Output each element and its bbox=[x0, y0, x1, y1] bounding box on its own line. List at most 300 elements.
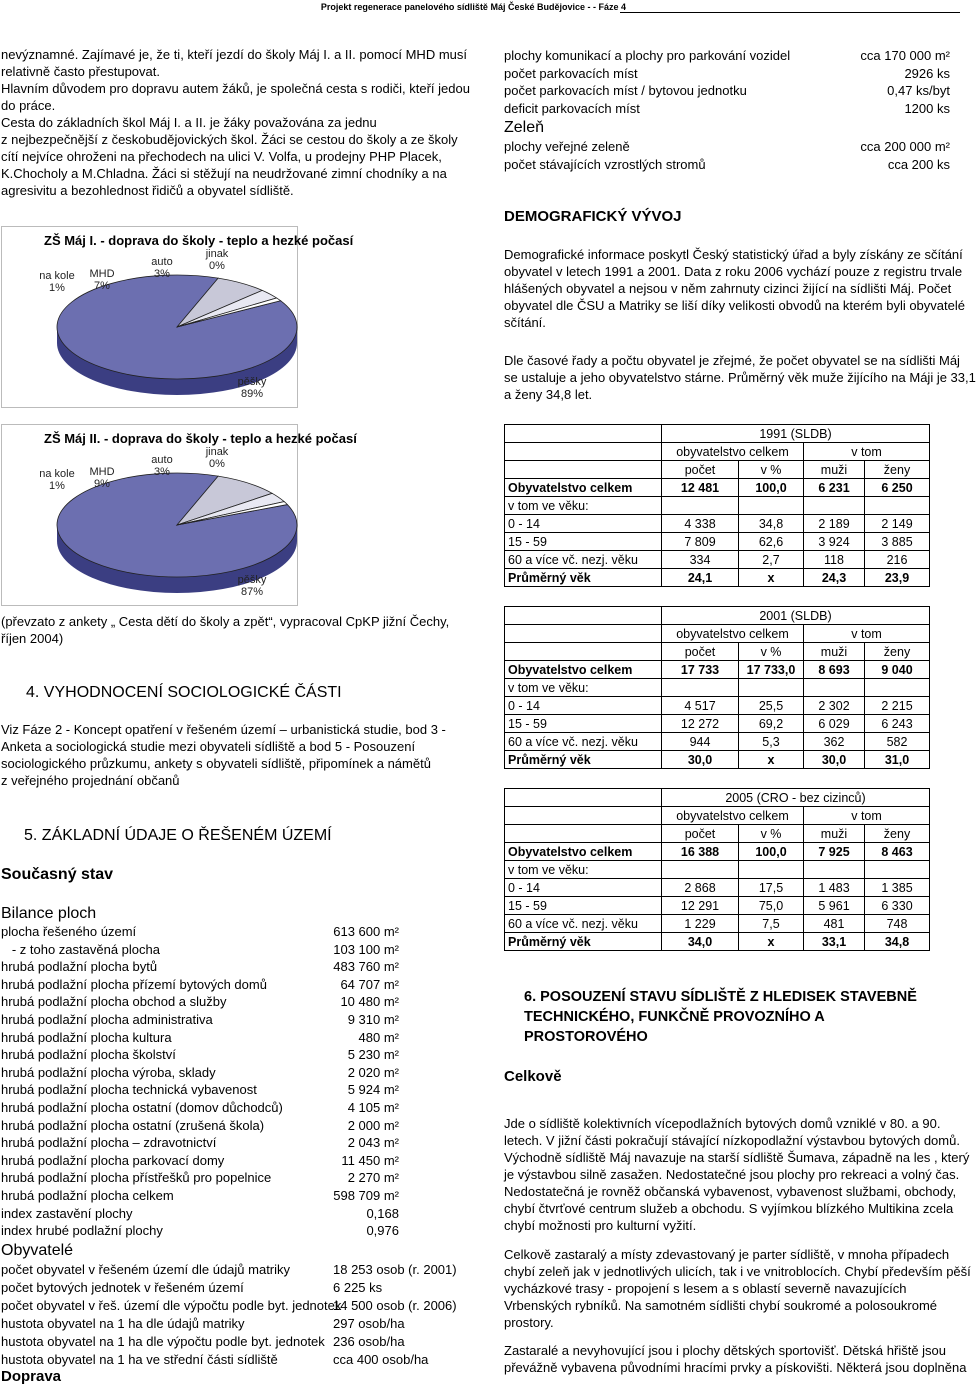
table-cell: ženy bbox=[865, 825, 930, 843]
kv-label: hrubá podlažní plocha bytů bbox=[1, 959, 158, 975]
kv-row bbox=[504, 138, 960, 155]
table-cell: obyvatelstvo celkem bbox=[662, 443, 804, 461]
text-line: Jde o sídliště kolektivních vícepodlažních bytových domů vzniklé v 80. a 90. bbox=[504, 1116, 941, 1131]
pie-label: pěšky 87% bbox=[237, 574, 267, 598]
table-row bbox=[505, 789, 930, 807]
table-cell: v % bbox=[739, 825, 804, 843]
kv-row bbox=[1, 1064, 471, 1081]
table-cell: 25,5 bbox=[739, 697, 804, 715]
text-line: prostory. bbox=[504, 1315, 554, 1330]
table-cell: 24,3 bbox=[804, 569, 865, 587]
source-note bbox=[1, 613, 471, 647]
text-line: sociologického průzkumu, ankety s obyvateli sídliště, připomínek a námětů bbox=[1, 756, 431, 771]
parking-list bbox=[504, 47, 960, 117]
table-cell: v tom bbox=[804, 625, 930, 643]
text-line: Vrbenských rybníků. Na samotném sídlišti chybí soukromé a polosoukromé bbox=[504, 1298, 938, 1313]
table-cell: 12 481 bbox=[662, 479, 739, 497]
kv-value: 613 600 m² bbox=[333, 924, 399, 939]
kv-label: počet parkovacích míst / bytovou jednotku bbox=[504, 83, 747, 99]
kv-label: hrubá podlažní plocha kultura bbox=[1, 1029, 172, 1045]
table-row bbox=[505, 497, 930, 515]
kv-value: 9 310 m² bbox=[347, 1012, 399, 1027]
table-cell: 30,0 bbox=[662, 751, 739, 769]
table-cell: Obyvatelstvo celkem bbox=[505, 661, 662, 679]
demo-paragraph-2 bbox=[504, 352, 976, 403]
table-cell: 118 bbox=[804, 551, 865, 569]
table-cell: 2 189 bbox=[804, 515, 865, 533]
table-cell bbox=[804, 861, 865, 879]
kv-value: 2 270 m² bbox=[347, 1170, 399, 1186]
table-cell: 1 385 bbox=[865, 879, 930, 897]
table-cell: 2 149 bbox=[865, 515, 930, 533]
text-line: Demografické informace poskytl Český statistický úřad a byly získány ze sčítání bbox=[504, 247, 963, 262]
kv-value: cca 400 osob/ha bbox=[333, 1351, 429, 1367]
kv-label: hrubá podlažní plocha přístřešků pro popelnice bbox=[1, 1170, 272, 1186]
kv-row bbox=[1, 941, 471, 958]
section-4-title: 4. VYHODNOCENÍ SOCIOLOGICKÉ ČÁSTI bbox=[26, 684, 342, 701]
table-row bbox=[505, 607, 930, 625]
pie-label: auto 3% bbox=[151, 454, 173, 478]
table-row bbox=[505, 861, 930, 879]
kv-value: 6 225 ks bbox=[333, 1279, 383, 1295]
table-cell: 6 029 bbox=[804, 715, 865, 733]
table-row bbox=[505, 643, 930, 661]
kv-row bbox=[1, 1117, 471, 1134]
kv-row bbox=[1, 1011, 471, 1028]
kv-row bbox=[1, 1351, 481, 1368]
table-cell: x bbox=[739, 569, 804, 587]
table-cell: 4 338 bbox=[662, 515, 739, 533]
doprava-heading: Doprava bbox=[1, 1368, 62, 1385]
text-line: Východně sídliště Máj navazuje na starší sídliště Šumava, západně na les , který bbox=[504, 1150, 970, 1165]
text-line: obyvatel dle ČSU a Matriky se liší díky velikosti obvodů na kterém byli obyvatelé bbox=[504, 298, 965, 313]
table-row bbox=[505, 879, 930, 897]
table-row bbox=[505, 515, 930, 533]
text-line: z veřejného projednání občanů bbox=[1, 773, 180, 788]
kv-label: plochy komunikací a plochy pro parkování vozidel bbox=[504, 48, 791, 63]
intro-text bbox=[1, 46, 471, 199]
kv-value: 2 043 m² bbox=[347, 1135, 399, 1151]
kv-value: 0,168 bbox=[366, 1205, 399, 1221]
table-cell bbox=[865, 497, 930, 515]
table-cell bbox=[804, 679, 865, 697]
kv-value: 2 000 m² bbox=[347, 1117, 399, 1133]
kv-row bbox=[1, 1081, 471, 1098]
kv-row bbox=[1, 976, 471, 993]
celkove-paragraph-1 bbox=[504, 1115, 970, 1234]
table-cell: v tom bbox=[804, 443, 930, 461]
table-cell: Průměrný věk bbox=[505, 751, 662, 769]
table-cell: 34,0 bbox=[662, 933, 739, 951]
kv-value: cca 170 000 m² bbox=[860, 48, 950, 63]
zelen-heading: Zeleň bbox=[504, 119, 545, 136]
table-cell: 5 961 bbox=[804, 897, 865, 915]
table-cell bbox=[505, 825, 662, 843]
kv-value: cca 200 ks bbox=[887, 156, 950, 172]
table-cell: 944 bbox=[662, 733, 739, 751]
table-cell bbox=[865, 861, 930, 879]
text-line: říjen 2004) bbox=[1, 631, 64, 646]
kv-label: počet bytových jednotek v řešeném území bbox=[1, 1279, 244, 1295]
table-row bbox=[505, 661, 930, 679]
zelen-list bbox=[504, 138, 960, 174]
celkove-paragraph-2 bbox=[504, 1246, 971, 1331]
table-cell: 75,0 bbox=[739, 897, 804, 915]
pie-label: jinak 0% bbox=[205, 446, 229, 470]
kv-row bbox=[1, 1205, 471, 1222]
kv-row bbox=[1, 1222, 471, 1239]
text-line: K.Chocholy a M.Chladna. Žáci si stěžují na neudržované zimní chodníky a na bbox=[1, 166, 447, 181]
section-6-title bbox=[524, 987, 917, 1047]
table-cell bbox=[505, 443, 662, 461]
text-line: Cesta do základních škol Máj I. a II. je žáky považována za jednu bbox=[1, 115, 377, 130]
table-row bbox=[505, 697, 930, 715]
table-cell: obyvatelstvo celkem bbox=[662, 625, 804, 643]
kv-label: počet parkovacích míst bbox=[504, 65, 638, 81]
text-line: chybí čtvrťové centrum služeb a obchodu. S vyjímkou blízkého Multikina zcela bbox=[504, 1201, 954, 1216]
kv-row bbox=[1, 1261, 481, 1278]
table-cell: 7 809 bbox=[662, 533, 739, 551]
table-cell bbox=[505, 607, 662, 625]
pie-chart-maj-2 bbox=[1, 424, 357, 606]
table-cell: x bbox=[739, 751, 804, 769]
kv-label: index hrubé podlažní plochy bbox=[1, 1223, 163, 1239]
table-cell: v tom ve věku: bbox=[505, 497, 662, 515]
table-cell: 33,1 bbox=[804, 933, 865, 951]
kv-value: 11 450 m² bbox=[341, 1152, 399, 1168]
text-line: relativně často přestupovat. bbox=[1, 64, 160, 79]
table-cell: x bbox=[739, 933, 804, 951]
table-cell bbox=[865, 679, 930, 697]
kv-value: 598 709 m² bbox=[333, 1188, 399, 1203]
table-cell: 15 - 59 bbox=[505, 533, 662, 551]
kv-label: hrubá podlažní plocha přízemí bytových domů bbox=[1, 976, 267, 992]
table-cell bbox=[739, 861, 804, 879]
kv-row bbox=[1, 1187, 471, 1204]
table-cell: 6 250 bbox=[865, 479, 930, 497]
table-cell: 34,8 bbox=[739, 515, 804, 533]
table-row bbox=[505, 425, 930, 443]
table-row bbox=[505, 843, 930, 861]
kv-value: 2926 ks bbox=[904, 65, 950, 81]
chart-title: ZŠ Máj I. - doprava do školy - teplo a hezké počasí bbox=[44, 233, 354, 248]
text-line: obyvatel v letech 1991 a 2001. Data z roku 2006 vychází pouze z registru trvale bbox=[504, 264, 963, 279]
celkove-heading: Celkově bbox=[504, 1068, 562, 1085]
table-cell: 2001 (SLDB) bbox=[662, 607, 930, 625]
kv-value: 0,976 bbox=[366, 1223, 399, 1239]
table-cell: 1991 (SLDB) bbox=[662, 425, 930, 443]
table-cell bbox=[662, 861, 739, 879]
table-row bbox=[505, 679, 930, 697]
kv-label: hrubá podlažní plocha technická vybavenost bbox=[1, 1082, 257, 1098]
table-row bbox=[505, 461, 930, 479]
kv-label: počet obyvatel v řeš. území dle výpočtu podle byt. jednotek bbox=[1, 1297, 342, 1313]
kv-row bbox=[1, 1046, 471, 1063]
kv-value: 18 253 osob (r. 2001) bbox=[333, 1262, 457, 1277]
kv-row bbox=[504, 82, 960, 99]
bilance-list bbox=[1, 923, 471, 1243]
table-cell: 0 - 14 bbox=[505, 879, 662, 897]
table-cell: 362 bbox=[804, 733, 865, 751]
text-line: chybí zeleň jak v jednotlivých ulicích, tak i ve vnitroblocích. Chybí především pěší bbox=[504, 1264, 971, 1279]
table-cell: 748 bbox=[865, 915, 930, 933]
table-cell: muži bbox=[804, 461, 865, 479]
table-cell: 2,7 bbox=[739, 551, 804, 569]
table-cell: v tom ve věku: bbox=[505, 679, 662, 697]
kv-value: 5 924 m² bbox=[347, 1082, 399, 1098]
kv-label: index zastavění plochy bbox=[1, 1205, 133, 1221]
pie-chart-maj-1 bbox=[1, 226, 354, 408]
chart-title: ZŠ Máj II. - doprava do školy - teplo a hezké počasí bbox=[44, 431, 357, 446]
table-cell: 3 924 bbox=[804, 533, 865, 551]
table-cell: Obyvatelstvo celkem bbox=[505, 843, 662, 861]
table-cell: 7 925 bbox=[804, 843, 865, 861]
table-cell: 100,0 bbox=[739, 843, 804, 861]
table-cell: 2 215 bbox=[865, 697, 930, 715]
table-cell: v tom bbox=[804, 807, 930, 825]
text-line: hlášených obyvatel a nejsou v něm zahrnuty cizinci žijící na sídlišti Máj. Počet bbox=[504, 281, 952, 296]
kv-label: hrubá podlažní plocha školství bbox=[1, 1047, 176, 1063]
table-cell bbox=[662, 679, 739, 697]
kv-value: 64 707 m² bbox=[340, 976, 399, 992]
table-cell: 60 a více vč. nezj. věku bbox=[505, 915, 662, 933]
table-cell: 216 bbox=[865, 551, 930, 569]
obyvatele-heading: Obyvatelé bbox=[1, 1242, 74, 1259]
table-row bbox=[505, 443, 930, 461]
table-cell: 582 bbox=[865, 733, 930, 751]
kv-label: hrubá podlažní plocha administrativa bbox=[1, 1012, 213, 1027]
table-cell: v % bbox=[739, 461, 804, 479]
kv-value: 2 020 m² bbox=[347, 1064, 399, 1080]
table-row bbox=[505, 807, 930, 825]
kv-row bbox=[1, 1279, 481, 1296]
population-table-2 bbox=[504, 788, 930, 951]
text-line: Dle časové řady a počtu obyvatel je zřejmé, že počet obyvatel se na sídlišti Máj bbox=[504, 353, 960, 368]
table-row bbox=[505, 733, 930, 751]
text-line: chybí možnosti pro kulturní vyžití. bbox=[504, 1218, 697, 1233]
table-cell: 100,0 bbox=[739, 479, 804, 497]
table-cell: 2 302 bbox=[804, 697, 865, 715]
kv-label: hustota obyvatel na 1 ha ve střední části sídliště bbox=[1, 1351, 278, 1367]
kv-label: hrubá podlažní plocha ostatní (zrušená škola) bbox=[1, 1117, 265, 1133]
kv-row bbox=[1, 1134, 471, 1151]
table-cell: 3 885 bbox=[865, 533, 930, 551]
kv-value: 480 m² bbox=[358, 1029, 399, 1045]
kv-label: hrubá podlažní plocha ostatní (domov důchodců) bbox=[1, 1100, 283, 1115]
table-cell: 34,8 bbox=[865, 933, 930, 951]
table-cell: 0 - 14 bbox=[505, 697, 662, 715]
table-cell bbox=[505, 625, 662, 643]
header-rule bbox=[620, 12, 960, 13]
bilance-heading: Bilance ploch bbox=[1, 905, 97, 922]
table-cell: počet bbox=[662, 825, 739, 843]
population-table-0 bbox=[504, 424, 930, 587]
table-cell: 62,6 bbox=[739, 533, 804, 551]
table-cell bbox=[505, 425, 662, 443]
kv-row bbox=[1, 1152, 471, 1169]
table-cell: Průměrný věk bbox=[505, 933, 662, 951]
table-cell: 17,5 bbox=[739, 879, 804, 897]
kv-label: plochy veřejné zeleně bbox=[504, 139, 630, 154]
table-cell: 9 040 bbox=[865, 661, 930, 679]
text-line: (převzato z ankety „ Cesta dětí do školy a zpět“, vypracoval CpKP jižní Čechy, bbox=[1, 614, 450, 629]
section-6-title-line: TECHNICKÉHO, FUNKČNĚ PROVOZNÍHO A bbox=[524, 1009, 825, 1025]
text-line: Viz Fáze 2 - Koncept opatření v řešeném území – urbanistická studie, bod 3 - bbox=[1, 722, 446, 737]
table-row bbox=[505, 533, 930, 551]
table-cell bbox=[505, 643, 662, 661]
table-row bbox=[505, 897, 930, 915]
table-cell: 69,2 bbox=[739, 715, 804, 733]
text-line: letech. V jižní části pokračují stávající nízkopodlažní výstavbou bytových domů. bbox=[504, 1133, 960, 1148]
kv-value: 10 480 m² bbox=[340, 994, 399, 1010]
table-cell bbox=[739, 679, 804, 697]
kv-label: hrubá podlažní plocha obchod a služby bbox=[1, 994, 227, 1010]
pie-label: MHD 7% bbox=[89, 268, 115, 292]
kv-row bbox=[504, 65, 960, 82]
kv-row bbox=[1, 1029, 471, 1046]
kv-row bbox=[504, 47, 960, 64]
text-line: Anketa a sociologická studie mezi obyvateli sídliště a bod 5 - Posouzení bbox=[1, 739, 416, 754]
pie-label: na kole 1% bbox=[39, 270, 75, 294]
celkove-paragraph-3 bbox=[504, 1342, 967, 1376]
kv-label: hustota obyvatel na 1 ha dle údajů matriky bbox=[1, 1315, 245, 1331]
kv-value: 483 760 m² bbox=[333, 959, 399, 975]
section-5-title: 5. ZÁKLADNÍ ÚDAJE O ŘEŠENÉM ÚZEMÍ bbox=[24, 827, 332, 844]
table-cell: muži bbox=[804, 825, 865, 843]
kv-label: plocha řešeného území bbox=[1, 924, 137, 939]
table-cell: 8 693 bbox=[804, 661, 865, 679]
table-cell: 1 229 bbox=[662, 915, 739, 933]
table-cell: 2 868 bbox=[662, 879, 739, 897]
table-cell: 15 - 59 bbox=[505, 715, 662, 733]
table-cell bbox=[505, 789, 662, 807]
kv-value: 14 500 osob (r. 2006) bbox=[333, 1297, 457, 1313]
table-row bbox=[505, 825, 930, 843]
kv-row bbox=[1, 1297, 481, 1314]
table-cell: v % bbox=[739, 643, 804, 661]
kv-label: deficit parkovacích míst bbox=[504, 100, 640, 116]
table-cell: v tom ve věku: bbox=[505, 861, 662, 879]
table-row bbox=[505, 625, 930, 643]
kv-row bbox=[1, 923, 471, 940]
kv-label: - z toho zastavěná plocha bbox=[1, 941, 160, 957]
kv-value: 1200 ks bbox=[904, 100, 950, 116]
pie-svg-maj-2 bbox=[2, 425, 357, 605]
kv-value: 4 105 m² bbox=[347, 1100, 399, 1115]
pie-label: jinak 0% bbox=[205, 248, 229, 272]
current-state-heading: Současný stav bbox=[1, 866, 114, 883]
kv-label: hrubá podlažní plocha celkem bbox=[1, 1188, 174, 1203]
table-cell: 30,0 bbox=[804, 751, 865, 769]
table-cell: muži bbox=[804, 643, 865, 661]
table-cell bbox=[662, 497, 739, 515]
table-cell: 24,1 bbox=[662, 569, 739, 587]
table-row bbox=[505, 551, 930, 569]
table-cell bbox=[505, 807, 662, 825]
text-line: Nedostatečná je rovněž občanská vybavenost, vybavenost službami, obchody, bbox=[504, 1184, 957, 1199]
table-cell: 4 517 bbox=[662, 697, 739, 715]
table-row bbox=[505, 933, 930, 951]
table-cell: 8 463 bbox=[865, 843, 930, 861]
kv-row bbox=[504, 156, 960, 173]
kv-value: 297 osob/ha bbox=[333, 1315, 405, 1331]
table-cell: 17 733,0 bbox=[739, 661, 804, 679]
table-cell: 16 388 bbox=[662, 843, 739, 861]
section-6-title-line: 6. POSOUZENÍ STAVU SÍDLIŠTĚ Z HLEDISEK STAVEBNĚ bbox=[524, 989, 917, 1005]
table-cell: 15 - 59 bbox=[505, 897, 662, 915]
kv-value: 0,47 ks/byt bbox=[887, 83, 950, 99]
table-cell: 23,9 bbox=[865, 569, 930, 587]
kv-value: 103 100 m² bbox=[333, 941, 399, 957]
kv-row bbox=[1, 993, 471, 1010]
pie-label: na kole 1% bbox=[39, 468, 75, 492]
table-cell: 6 231 bbox=[804, 479, 865, 497]
kv-value: 236 osob/ha bbox=[333, 1333, 405, 1349]
text-line: cítí nejvíce ohroženi na přechodech na ulici V. Volfa, u prodejny PHP Placek, bbox=[1, 149, 442, 164]
table-cell: 2005 (CRO - bez cizinců) bbox=[662, 789, 930, 807]
kv-label: počet obyvatel v řešeném území dle údajů matriky bbox=[1, 1262, 291, 1277]
obyvatele-list bbox=[1, 1261, 481, 1371]
text-line: do práce. bbox=[1, 98, 56, 113]
table-row bbox=[505, 479, 930, 497]
table-row bbox=[505, 751, 930, 769]
table-cell: 5,3 bbox=[739, 733, 804, 751]
text-line: vycházkové trasy - propojení s lesem a s oblastí severně navazujících bbox=[504, 1281, 907, 1296]
demo-paragraph-1 bbox=[504, 246, 965, 331]
section-6-title-line: PROSTOROVÉHO bbox=[524, 1029, 648, 1045]
kv-row bbox=[1, 958, 471, 975]
text-line: se ustaluje a jeho obyvatelstvo stárne. Průměrný věk muže žijícího na Máji je 33,1 bbox=[504, 370, 976, 385]
table-cell: 12 291 bbox=[662, 897, 739, 915]
table-cell: Průměrný věk bbox=[505, 569, 662, 587]
kv-row bbox=[1, 1169, 471, 1186]
table-cell: ženy bbox=[865, 643, 930, 661]
pie-label: pěšky 89% bbox=[237, 376, 267, 400]
table-cell: 6 330 bbox=[865, 897, 930, 915]
text-line: nevýznamné. Zajímavé je, že ti, kteří jezdí do školy Máj I. a II. pomocí MHD musí bbox=[1, 47, 467, 62]
text-line: agresivitu a bezohlednost řidičů a obyvatel sídliště. bbox=[1, 183, 294, 198]
pie-label: auto 3% bbox=[151, 256, 173, 280]
table-row bbox=[505, 569, 930, 587]
text-line: je výstavbou silně zasažen. Nedostatečné jsou plochy pro rekreaci a volný čas. bbox=[504, 1167, 960, 1182]
text-line: a ženy 34,8 let. bbox=[504, 387, 593, 402]
table-row bbox=[505, 715, 930, 733]
pie-label: MHD 9% bbox=[89, 466, 115, 490]
table-cell: 1 483 bbox=[804, 879, 865, 897]
table-cell: Obyvatelstvo celkem bbox=[505, 479, 662, 497]
text-line: Hlavním důvodem pro dopravu autem žáků, je společná cesta s rodiči, kteří jedou bbox=[1, 81, 470, 96]
kv-label: počet stávajících vzrostlých stromů bbox=[504, 156, 706, 172]
text-line: Zastaralé a nevyhovující jsou i plochy dětských sportovišť. Dětská hřiště jsou bbox=[504, 1343, 947, 1358]
text-line: sčítání. bbox=[504, 315, 546, 330]
text-line: převážně vybavena původními hracími prvky a pískovišti. Některá jsou doplněna bbox=[504, 1360, 967, 1375]
table-cell: počet bbox=[662, 461, 739, 479]
table-cell: 0 - 14 bbox=[505, 515, 662, 533]
table-cell bbox=[505, 461, 662, 479]
table-cell: 60 a více vč. nezj. věku bbox=[505, 551, 662, 569]
table-cell: ženy bbox=[865, 461, 930, 479]
demo-heading: DEMOGRAFICKÝ VÝVOJ bbox=[504, 208, 682, 225]
kv-label: hrubá podlažní plocha výroba, sklady bbox=[1, 1064, 216, 1080]
pie-svg-maj-1 bbox=[2, 227, 354, 407]
table-cell: 17 733 bbox=[662, 661, 739, 679]
kv-label: hrubá podlažní plocha – zdravotnictví bbox=[1, 1135, 217, 1151]
kv-row bbox=[1, 1099, 471, 1116]
table-cell: 334 bbox=[662, 551, 739, 569]
table-cell: 6 243 bbox=[865, 715, 930, 733]
table-cell: 481 bbox=[804, 915, 865, 933]
table-cell: 31,0 bbox=[865, 751, 930, 769]
